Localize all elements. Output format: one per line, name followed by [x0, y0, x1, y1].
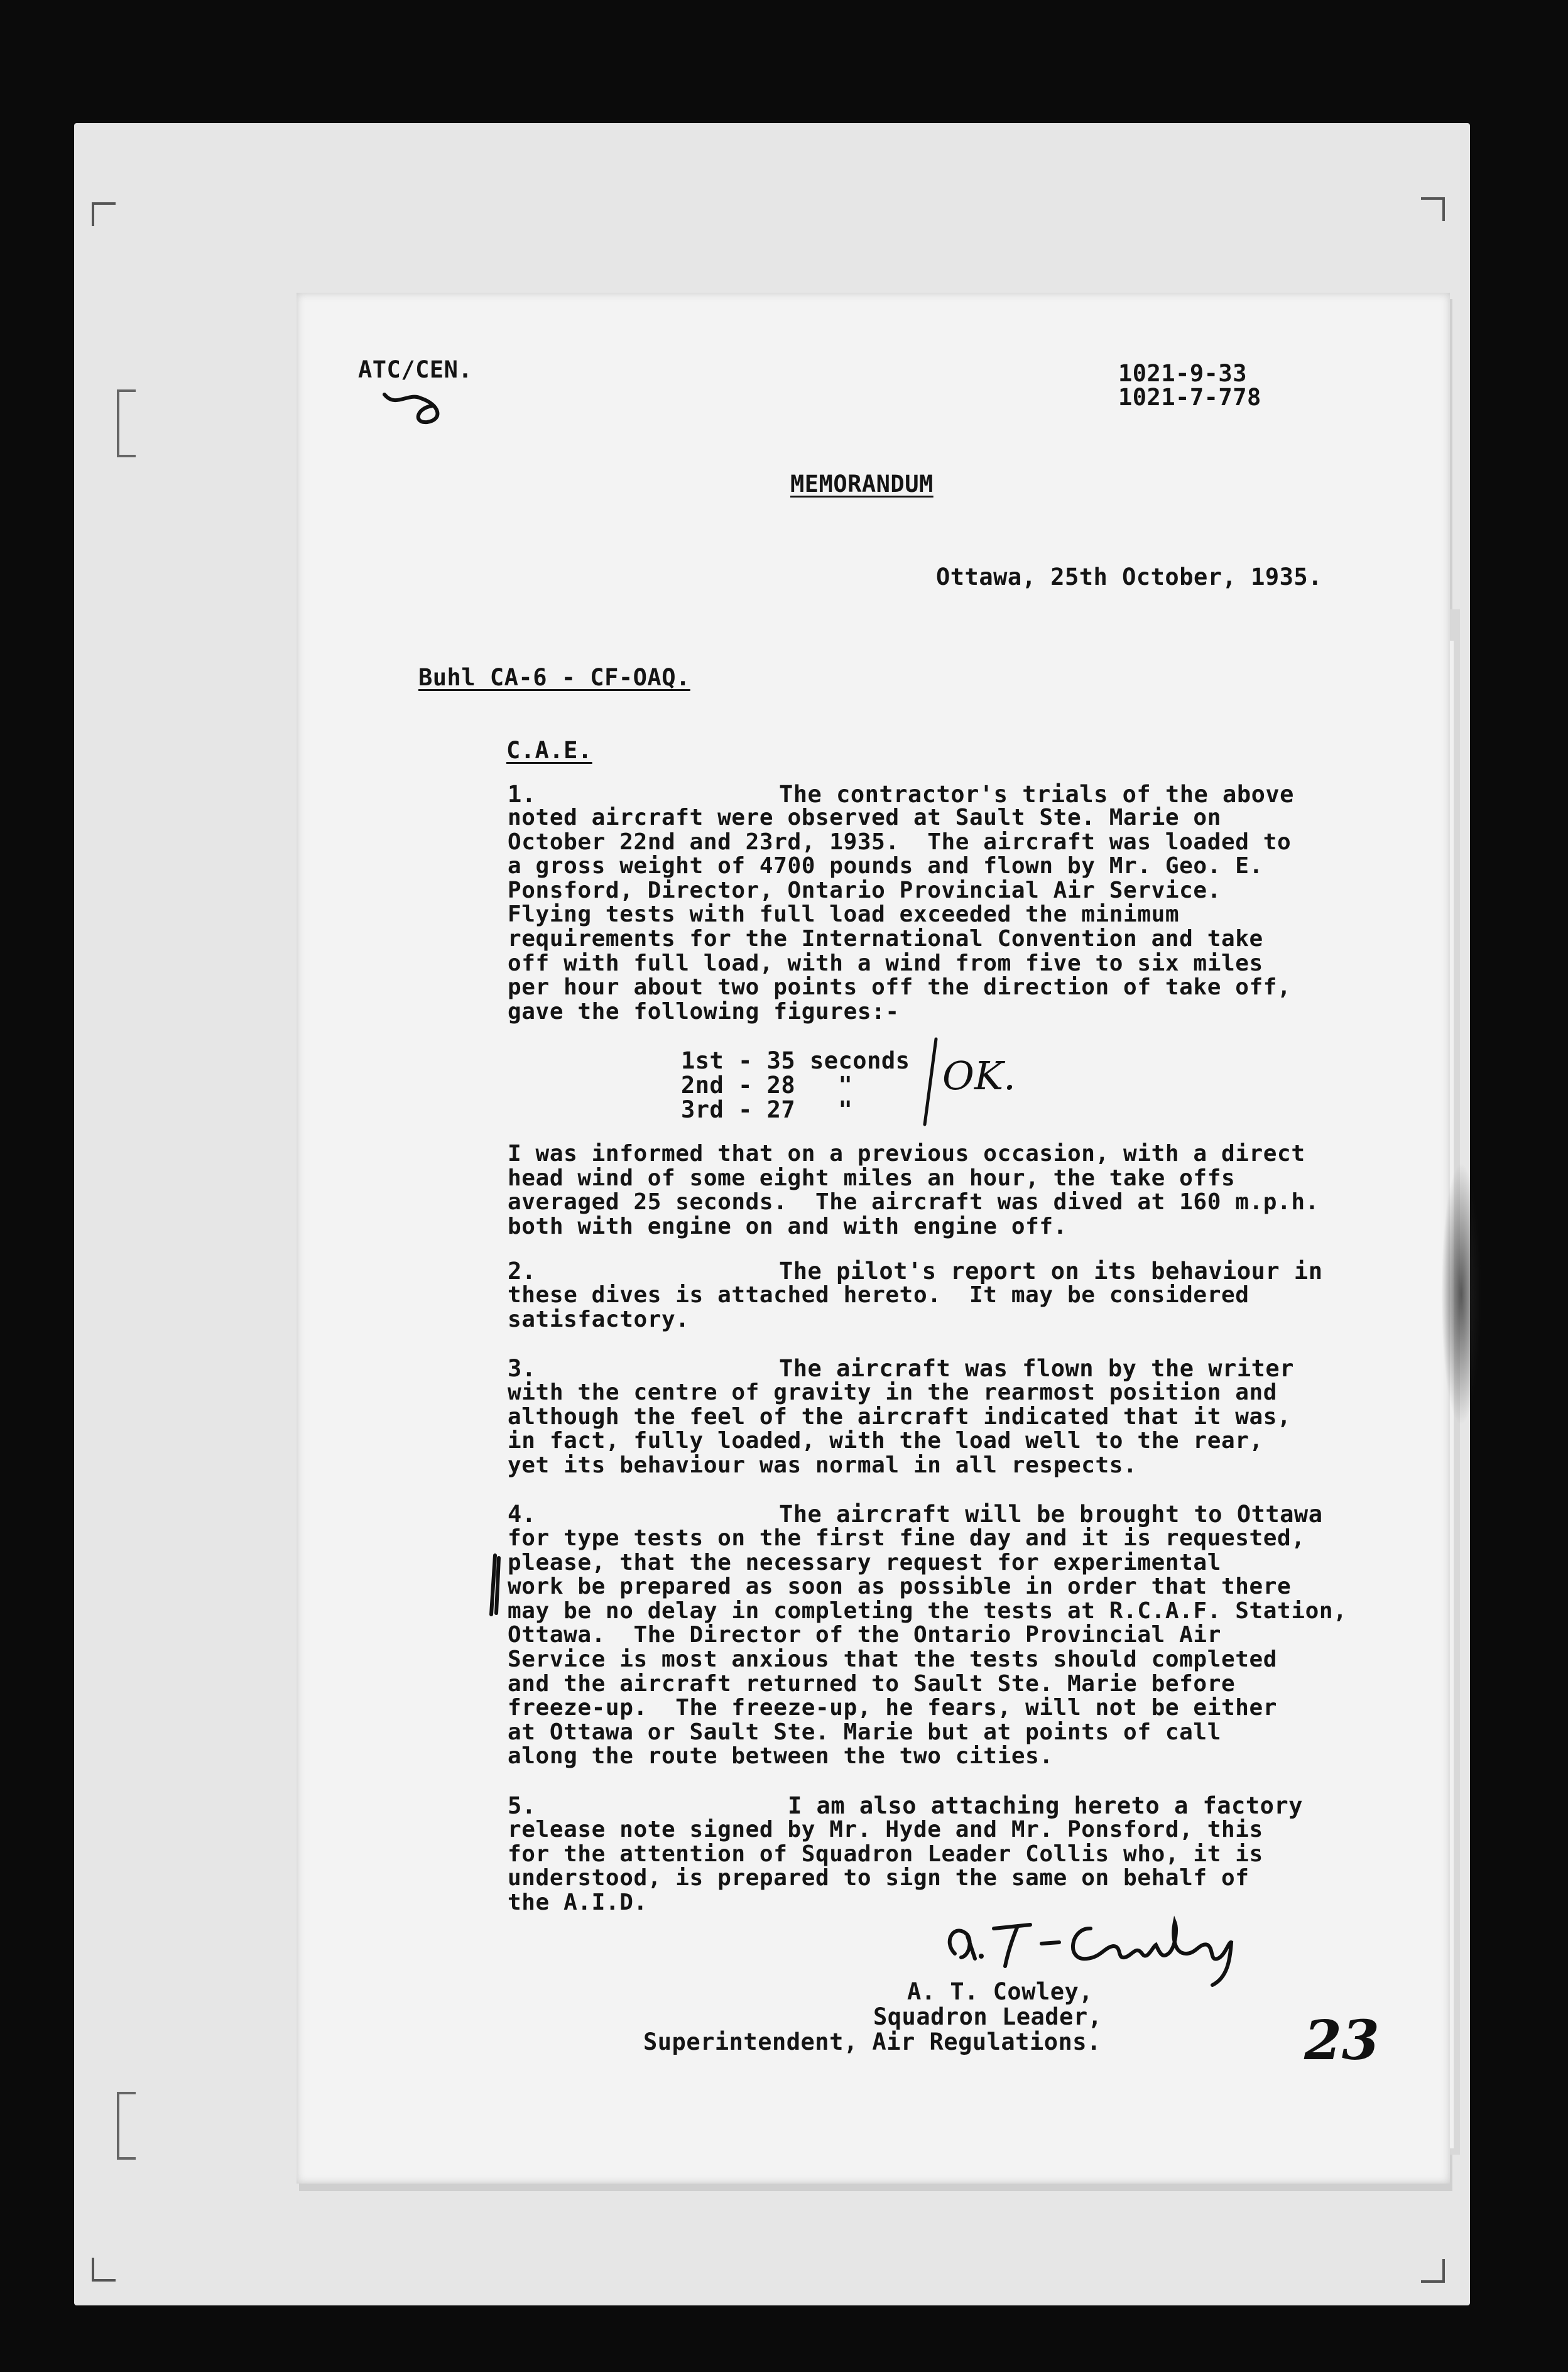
page-edge-shadow: [1441, 1162, 1481, 1426]
informed-body: [508, 1142, 1319, 1239]
signatory-name: A. T. Cowley,: [907, 1978, 1094, 2005]
text-line: both with engine on and with engine off.: [508, 1213, 1067, 1239]
text-line: requirements for the International Convention and take: [508, 925, 1263, 952]
paragraph-first-line: The aircraft was flown by the writer: [779, 1355, 1294, 1382]
paragraph-4-body: [508, 1526, 1347, 1769]
ref-number-2: 1021-7-778: [1118, 384, 1261, 411]
paragraph-first-line: The aircraft will be brought to Ottawa: [779, 1501, 1323, 1528]
text-line: Service is most anxious that the tests should completed: [508, 1646, 1278, 1672]
paragraph-first-line: The pilot's report on its behaviour in: [779, 1258, 1323, 1285]
paragraph-number: 4.: [508, 1501, 536, 1528]
text-line: for type tests on the first fine day and it is requested,: [508, 1525, 1305, 1551]
text-line: yet its behaviour was normal in all respects.: [508, 1452, 1138, 1478]
figure-line: 2nd - 28 ": [681, 1072, 853, 1099]
paragraph-first-line: The contractor's trials of the above: [779, 781, 1294, 808]
signatory-title: Superintendent, Air Regulations.: [643, 2028, 1101, 2055]
handwritten-squiggle: [383, 389, 452, 427]
memo-heading: MEMORANDUM: [790, 471, 934, 498]
text-line: noted aircraft were observed at Sault Ste. Marie on: [508, 805, 1221, 830]
text-line: averaged 25 seconds. The aircraft was dived at 160 m.p.h.: [508, 1189, 1319, 1216]
paragraph-2-body: [508, 1283, 1250, 1332]
text-line: Ponsford, Director, Ontario Provincial Air Service.: [508, 877, 1221, 903]
text-line: gave the following figures:-: [508, 998, 900, 1025]
paragraph-number: 2.: [508, 1258, 536, 1285]
addressee: C.A.E.: [506, 737, 592, 764]
paragraph-3-body: [508, 1381, 1291, 1477]
subject-line: Buhl CA-6 - CF-OAQ.: [418, 664, 690, 691]
text-line: Flying tests with full load exceeded the minimum: [508, 901, 1180, 928]
paragraph-5-body: [508, 1818, 1263, 1915]
paragraph-1-body: [508, 806, 1291, 1024]
paragraph-number: 5.: [508, 1792, 536, 1819]
paragraph-number: 1.: [508, 781, 536, 808]
date-line: Ottawa, 25th October, 1935.: [936, 563, 1322, 590]
text-line: head wind of some eight miles an hour, the take offs: [508, 1165, 1236, 1191]
figure-line: 1st - 35 seconds: [681, 1047, 910, 1074]
text-line: a gross weight of 4700 pounds and flown by Mr. Geo. E.: [508, 853, 1263, 879]
text-line: with the centre of gravity in the rearmost position and: [508, 1379, 1278, 1405]
bracket-mark: [117, 2092, 136, 2160]
corner-mark: [92, 2258, 116, 2282]
ref-number-1: 1021-9-33: [1118, 360, 1247, 387]
text-line: I was informed that on a previous occasion, with a direct: [508, 1141, 1305, 1167]
text-line: October 22nd and 23rd, 1935. The aircraft was loaded to: [508, 829, 1292, 855]
text-line: at Ottawa or Sault Ste. Marie but at points of call: [508, 1719, 1221, 1745]
page-number: 23: [1304, 2009, 1380, 2072]
corner-mark: [1421, 2259, 1445, 2283]
paragraph-number: 3.: [508, 1355, 536, 1382]
text-line: although the feel of the aircraft indicated that it was,: [508, 1403, 1292, 1430]
text-line: in fact, fully loaded, with the load well to the rear,: [508, 1428, 1263, 1454]
file-reference: ATC/CEN.: [358, 356, 473, 383]
handwritten-ok-note: OK.: [942, 1053, 1016, 1099]
text-line: these dives is attached hereto. It may be considered: [508, 1282, 1250, 1308]
text-line: release note signed by Mr. Hyde and Mr. Ponsford, this: [508, 1817, 1263, 1842]
text-line: Ottawa. The Director of the Ontario Provincial Air: [508, 1622, 1221, 1648]
text-line: the A.I.D.: [508, 1889, 648, 1915]
bracket-mark: [117, 389, 136, 457]
figure-line: 3rd - 27 ": [681, 1096, 853, 1123]
text-line: per hour about two points off the direction of take off,: [508, 974, 1292, 1001]
paragraph-first-line: I am also attaching hereto a factory: [788, 1792, 1303, 1819]
text-line: satisfactory.: [508, 1306, 690, 1332]
text-line: and the aircraft returned to Sault Ste. Marie before: [508, 1670, 1236, 1697]
text-line: work be prepared as soon as possible in order that there: [508, 1574, 1292, 1600]
text-line: along the route between the two cities.: [508, 1743, 1054, 1770]
text-line: may be no delay in completing the tests at R.C.A.F. Station,: [508, 1597, 1348, 1624]
text-line: off with full load, with a wind from five to six miles: [508, 950, 1263, 976]
text-line: for the attention of Squadron Leader Collis who, it is: [508, 1841, 1263, 1867]
text-line: freeze-up. The freeze-up, he fears, will not be either: [508, 1695, 1278, 1721]
corner-mark: [92, 202, 116, 226]
signatory-rank: Squadron Leader,: [873, 2003, 1102, 2030]
text-line: please, that the necessary request for experimental: [508, 1549, 1221, 1575]
handwritten-margin-mark: [484, 1552, 509, 1621]
text-line: understood, is prepared to sign the same on behalf of: [508, 1865, 1250, 1891]
corner-mark: [1421, 197, 1445, 221]
